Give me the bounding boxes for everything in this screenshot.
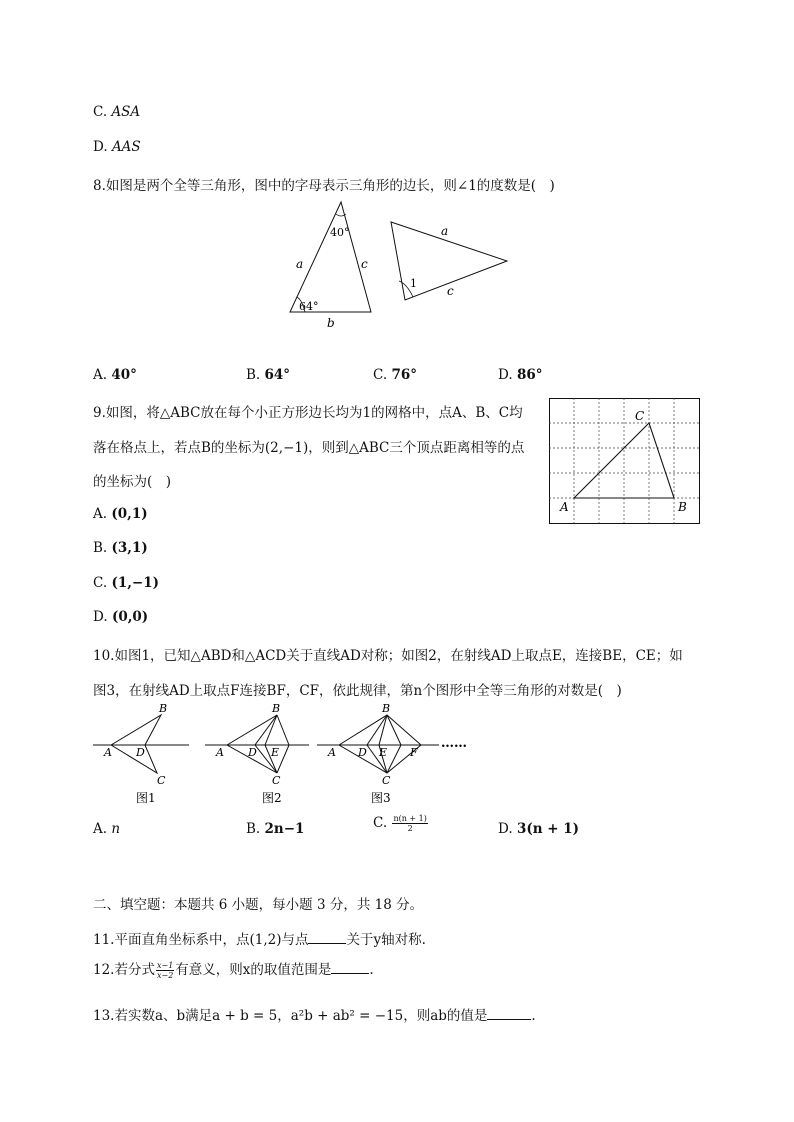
q9-label-c: C xyxy=(635,409,645,423)
q8-side-a-right: a xyxy=(441,224,449,238)
q10-ellipsis: …… xyxy=(441,736,467,751)
q8-option-b: B. 64° xyxy=(246,367,291,383)
q10-f2-label-c: C xyxy=(272,774,281,787)
q12-blank[interactable] xyxy=(331,961,369,974)
q8-option-c: C. 76° xyxy=(373,367,417,383)
q10-f2-label-b: B xyxy=(272,702,281,715)
q10-f1-label-a: A xyxy=(104,746,112,759)
q10-f3-label-c: C xyxy=(382,774,391,787)
q10-f1-label-c: C xyxy=(157,774,166,787)
q10-f1-label-b: B xyxy=(159,702,168,715)
q10-option-a: A. n xyxy=(93,821,121,837)
q10-figure-1 xyxy=(93,700,193,805)
q9-label-b: B xyxy=(678,500,687,514)
q10-option-c-fraction: $\frac{n(n + 1)}{2}$ xyxy=(393,814,427,833)
q9-stem-line3: 的坐标为( ) xyxy=(93,474,172,490)
section-2-heading: 二、填空题：本题共 6 小题，每小题 3 分，共 18 分。 xyxy=(93,897,424,913)
q10-option-b: B. 2n−1 xyxy=(246,821,305,837)
q8-side-c-left: c xyxy=(361,257,368,271)
q9-option-a: A. (0,1) xyxy=(93,506,148,522)
q9-label-a: A xyxy=(560,500,569,514)
q13: 13.若实数a、b满足a + b = 5，a²b + ab² = −15，则ab的值是 . xyxy=(93,1008,536,1024)
q10-f2-label-a: A xyxy=(216,746,224,759)
q8-figure-right xyxy=(385,218,515,308)
q11: 11.平面直角坐标系中，点(1,2)与点 关于y轴对称. xyxy=(93,932,426,948)
q8-stem: 8.如图是两个全等三角形，图中的字母表示三角形的边长，则∠1的度数是( ) xyxy=(93,178,555,194)
q10-f3-label-f: F xyxy=(410,746,418,759)
q10-f3-label-b: B xyxy=(382,702,391,715)
q11-blank[interactable] xyxy=(308,931,346,944)
q8-side-a-left: a xyxy=(296,257,304,271)
q10-f2-label-d: D xyxy=(248,746,257,759)
q9-stem-line1: 9.如图，将△ABC放在每个小正方形边长均为1的网格中，点A、B、C均 xyxy=(93,405,523,421)
q9-grid-figure xyxy=(549,398,701,526)
q8-side-c-right: c xyxy=(447,284,454,298)
q8-option-a: A. 40° xyxy=(93,367,137,383)
q9-stem-line2: 落在格点上，若点B的坐标为(2,−1)，则到△ABC三个顶点距离相等的点 xyxy=(93,440,525,456)
option-c-prev: C. ASA xyxy=(93,104,141,120)
q10-figure-3 xyxy=(317,700,472,805)
q10-figure-2 xyxy=(205,700,315,805)
q10-stem-line2: 图3，在射线AD上取点F连接BF，CF，依此规律，第n个图形中全等三角形的对数是( ) xyxy=(93,683,622,699)
q10-caption-3: 图3 xyxy=(371,791,391,805)
q10-f3-label-e: E xyxy=(379,746,388,759)
q10-f3-label-a: A xyxy=(328,746,336,759)
q12-fraction: $\frac{x-1}{x-2}$ xyxy=(156,961,174,980)
q9-option-b: B. (3,1) xyxy=(93,540,148,556)
q8-angle-1: 1 xyxy=(410,277,417,290)
q10-f1-label-d: D xyxy=(136,746,145,759)
q12: 12.若分式 $\frac{x-1}{x-2}$ 有意义，则x的取值范围是 . xyxy=(93,961,374,980)
q8-figure-left xyxy=(285,200,385,335)
q9-option-d: D. (0,0) xyxy=(93,609,149,625)
q9-option-c: C. (1,−1) xyxy=(93,575,160,591)
q10-f2-label-e: E xyxy=(271,746,280,759)
q8-option-d: D. 86° xyxy=(498,367,543,383)
option-d-prev: D. AAS xyxy=(93,139,141,155)
q10-option-d: D. 3(n + 1) xyxy=(498,821,580,837)
q13-blank[interactable] xyxy=(487,1007,531,1020)
q10-caption-2: 图2 xyxy=(262,791,282,805)
q10-f3-label-d: D xyxy=(358,746,367,759)
q8-side-b-left: b xyxy=(327,316,335,330)
q8-angle-40: 40° xyxy=(330,226,350,239)
q10-stem-line1: 10.如图1，已知△ABD和△ACD关于直线AD对称；如图2，在射线AD上取点E，连接BE，CE；如 xyxy=(93,648,683,664)
q10-caption-1: 图1 xyxy=(136,791,156,805)
q10-option-c: C. $\frac{n(n + 1)}{2}$ xyxy=(373,814,427,833)
q8-angle-64: 64° xyxy=(299,300,319,313)
